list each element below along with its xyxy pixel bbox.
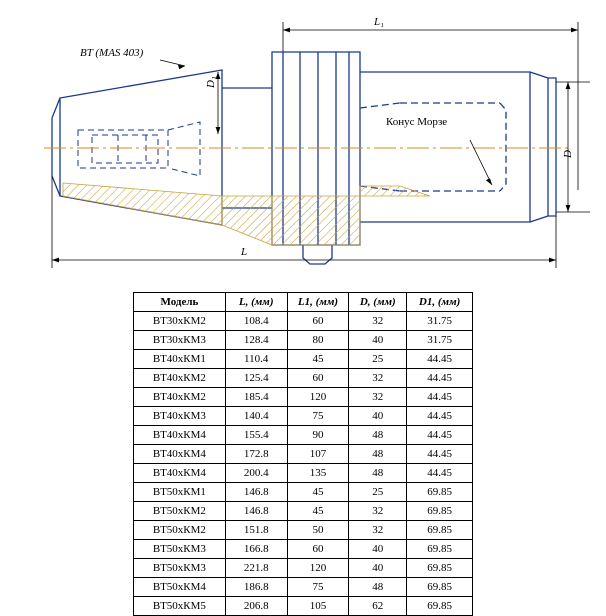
label-d: D xyxy=(562,150,574,158)
table-row xyxy=(134,521,473,540)
cell-value: 166.8 xyxy=(225,540,287,559)
table-row xyxy=(134,559,473,578)
cell-model: ВТ50хКМ5 xyxy=(134,597,226,616)
table-row xyxy=(134,388,473,407)
cell-value: 45 xyxy=(287,502,349,521)
cell-value: 44.45 xyxy=(407,369,473,388)
cell-value: 48 xyxy=(349,445,407,464)
cell-value: 32 xyxy=(349,521,407,540)
column-header-l: L, (мм) xyxy=(225,293,287,312)
cell-value: 146.8 xyxy=(225,483,287,502)
table-header-row xyxy=(134,293,473,312)
cell-value: 172.8 xyxy=(225,445,287,464)
table-body xyxy=(134,312,473,616)
cell-value: 44.45 xyxy=(407,407,473,426)
cell-value: 69.85 xyxy=(407,578,473,597)
cell-value: 75 xyxy=(287,407,349,426)
cell-value: 69.85 xyxy=(407,483,473,502)
cell-value: 110.4 xyxy=(225,350,287,369)
cell-value: 44.45 xyxy=(407,445,473,464)
cell-value: 25 xyxy=(349,350,407,369)
label-bt-mas-403: BT (MAS 403) xyxy=(80,47,144,59)
cell-model: ВТ40хКМ2 xyxy=(134,388,226,407)
column-header-d1: D1, (мм) xyxy=(407,293,473,312)
cell-model: ВТ40хКМ2 xyxy=(134,369,226,388)
cell-model: ВТ40хКМ1 xyxy=(134,350,226,369)
cell-value: 32 xyxy=(349,369,407,388)
cell-value: 185.4 xyxy=(225,388,287,407)
column-header-model: Модель xyxy=(134,293,226,312)
cell-value: 40 xyxy=(349,407,407,426)
table-row xyxy=(134,540,473,559)
cell-value: 105 xyxy=(287,597,349,616)
cell-value: 32 xyxy=(349,502,407,521)
table-row xyxy=(134,407,473,426)
cell-value: 32 xyxy=(349,388,407,407)
table-row xyxy=(134,445,473,464)
cell-model: ВТ50хКМ3 xyxy=(134,559,226,578)
cell-model: ВТ50хКМ3 xyxy=(134,540,226,559)
label-l: L xyxy=(241,246,248,258)
table-row xyxy=(134,350,473,369)
cell-value: 186.8 xyxy=(225,578,287,597)
cell-value: 44.45 xyxy=(407,350,473,369)
cell-model: ВТ30хКМ3 xyxy=(134,331,226,350)
cell-value: 120 xyxy=(287,559,349,578)
cell-value: 140.4 xyxy=(225,407,287,426)
cell-value: 125.4 xyxy=(225,369,287,388)
cell-value: 69.85 xyxy=(407,559,473,578)
cell-model: ВТ50хКМ1 xyxy=(134,483,226,502)
cell-value: 107 xyxy=(287,445,349,464)
table-row xyxy=(134,597,473,616)
cell-value: 69.85 xyxy=(407,540,473,559)
cell-value: 206.8 xyxy=(225,597,287,616)
cell-value: 120 xyxy=(287,388,349,407)
cell-value: 40 xyxy=(349,540,407,559)
cell-value: 60 xyxy=(287,540,349,559)
cell-model: ВТ30хКМ2 xyxy=(134,312,226,331)
table-row xyxy=(134,369,473,388)
technical-drawing xyxy=(0,0,606,290)
cell-value: 135 xyxy=(287,464,349,483)
cell-value: 31.75 xyxy=(407,331,473,350)
column-header-d: D, (мм) xyxy=(349,293,407,312)
table-row xyxy=(134,331,473,350)
cell-value: 80 xyxy=(287,331,349,350)
cell-value: 48 xyxy=(349,464,407,483)
table-row xyxy=(134,426,473,445)
table-row xyxy=(134,578,473,597)
cell-value: 31.75 xyxy=(407,312,473,331)
cell-model: ВТ40хКМ4 xyxy=(134,426,226,445)
specification-table-wrapper xyxy=(133,292,473,616)
label-l1: L₁ xyxy=(374,16,384,28)
cell-value: 108.4 xyxy=(225,312,287,331)
cell-value: 25 xyxy=(349,483,407,502)
cell-value: 45 xyxy=(287,483,349,502)
cell-value: 221.8 xyxy=(225,559,287,578)
cell-value: 50 xyxy=(287,521,349,540)
cell-value: 32 xyxy=(349,312,407,331)
cell-value: 69.85 xyxy=(407,502,473,521)
table-row xyxy=(134,502,473,521)
cell-model: ВТ50хКМ4 xyxy=(134,578,226,597)
cell-value: 69.85 xyxy=(407,521,473,540)
cell-value: 200.4 xyxy=(225,464,287,483)
cell-value: 40 xyxy=(349,559,407,578)
cell-value: 62 xyxy=(349,597,407,616)
cell-value: 48 xyxy=(349,426,407,445)
cell-value: 44.45 xyxy=(407,388,473,407)
cell-model: ВТ50хКМ2 xyxy=(134,502,226,521)
cell-value: 90 xyxy=(287,426,349,445)
cell-value: 45 xyxy=(287,350,349,369)
cell-value: 60 xyxy=(287,312,349,331)
cell-value: 128.4 xyxy=(225,331,287,350)
label-konus-morze: Конус Морзе xyxy=(386,116,448,128)
cell-model: ВТ40хКМ3 xyxy=(134,407,226,426)
cell-model: ВТ40хКМ4 xyxy=(134,445,226,464)
column-header-l1: L1, (мм) xyxy=(287,293,349,312)
label-d1: D₁ xyxy=(205,76,217,88)
table-row xyxy=(134,483,473,502)
cell-model: ВТ40хКМ4 xyxy=(134,464,226,483)
table-row xyxy=(134,464,473,483)
cell-value: 48 xyxy=(349,578,407,597)
cell-value: 44.45 xyxy=(407,426,473,445)
specification-table xyxy=(133,292,473,616)
cell-value: 146.8 xyxy=(225,502,287,521)
cell-value: 60 xyxy=(287,369,349,388)
cell-value: 44.45 xyxy=(407,464,473,483)
cell-model: ВТ50хКМ2 xyxy=(134,521,226,540)
cell-value: 69.85 xyxy=(407,597,473,616)
cell-value: 155.4 xyxy=(225,426,287,445)
cell-value: 151.8 xyxy=(225,521,287,540)
cell-value: 75 xyxy=(287,578,349,597)
table-row xyxy=(134,312,473,331)
cell-value: 40 xyxy=(349,331,407,350)
